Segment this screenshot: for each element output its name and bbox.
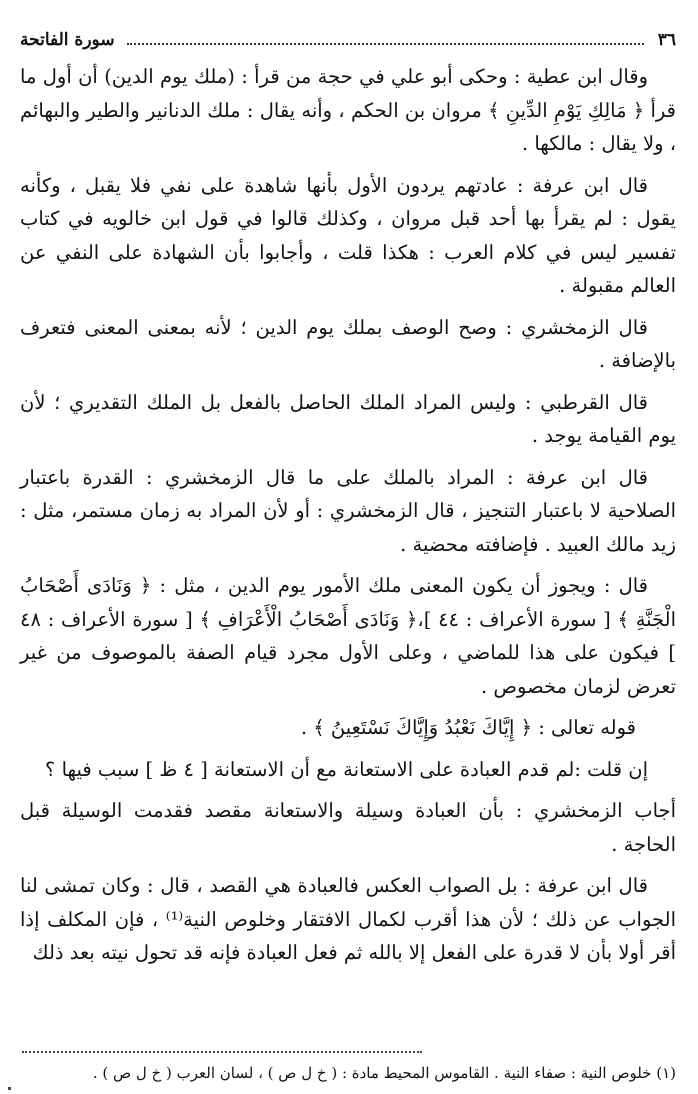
paragraph-qurtubi: قال القرطبي : وليس المراد الملك الحاصل بالفعل بل الملك التقديري ؛ لأن يوم القيامة يوجد . [20, 390, 676, 447]
paragraph-verse: قوله تعالى : ﴿ إِيَّاكَ نَعْبُدُ وَإِيَّاكَ نَسْتَعِينُ ﴾ . [300, 716, 636, 739]
footnote: (١) خلوص النية : صفاء النية . القاموس المحيط مادة : ( خ ل ص ) ، لسان العرب ( خ ل ص ) . [92, 1064, 676, 1082]
page-number: ٣٦ [657, 29, 676, 50]
paragraph-question: إن قلت :لم قدم العبادة على الاستعانة مع أن الاستعانة [ ٤ ظ ] سبب فيها ؟ [45, 757, 648, 781]
header-dotted-rule [127, 43, 644, 45]
scan-mark [8, 1087, 11, 1090]
running-header [20, 24, 676, 56]
paragraph-ibn-arafa-3: قال ابن عرفة : بل الصواب العكس فالعبادة هي القصد ، قال : وكان تمشى لنا الجواب عن ذلك ؛ لأن هذا أقرب لكمال الافتقار وخلوص النية⁽¹⁾ ، فإن المكلف إذا أقر أولا بأن لا قدرة على الفعل إلا بالله ثم فعل العبادة فإنه قد تحول نيته بعد ذلك [20, 874, 676, 964]
paragraph-ibn-atiyya: وقال ابن عطية : وحكى أبو علي في حجة من قرأ : (ملك يوم الدين) أن أول ما قرأ ﴿ مَالِكِ يَوْمِ الدِّينِ ﴾ مروان بن الحكم ، وأنه يقال : ملك الدنانير والطير والبهائم ، ولا يقال : مالكها . [20, 65, 676, 155]
paragraph-ibn-arafa-2: قال ابن عرفة : المراد بالملك على ما قال الزمخشري : القدرة باعتبار الصلاحية لا باعتبار التنجيز ، قال الزمخشري : أو لأن المراد به زمان مستمر، مثل : زيد مالك العبيد . فإضافته محضية . [20, 465, 676, 556]
footnote-separator [22, 1051, 422, 1053]
paragraph-ibn-arafa-1: قال ابن عرفة : عادتهم يردون الأول بأنها شاهدة على نفي فلا يقبل ، وكأنه يقول : لم يقرأ بها أحد قبل مروان ، وكذلك قالوا في قول ابن خالويه في كتاب تفسير ليس في كلام العرب : هكذا قلت ، وأجابوا بأن الشهادة على النفي عن العالم مقبولة . [20, 173, 676, 297]
paragraph-zamakhshari-1: قال الزمخشري : وصح الوصف بملك يوم الدين ؛ لأنه بمعنى المعنى فتعرف بالإضافة . [20, 315, 676, 372]
paragraph-qal-yajuz: قال : ويجوز أن يكون المعنى ملك الأمور يوم الدين ، مثل : ﴿ وَنَادَى أَصْحَابُ الْجَنَّةِ ﴾ [ سورة الأعراف : ٤٤ ]،﴿ وَنَادَى أَصْحَابُ الْأَعْرَافِ ﴾ [ سورة الأعراف : ٤٨ ] فيكون على هذا للماضي ، وعلى الأول مجرد قيام الصفة بالموصوف من غير تعرض لزمان مخصوص . [20, 574, 676, 698]
paragraph-zamakhshari-answer: أجاب الزمخشري : بأن العبادة وسيلة والاستعانة مقصد فقدمت الوسيلة قبل الحاجة . [20, 799, 676, 856]
surah-title: سورة الفاتحة [20, 29, 115, 50]
main-text [20, 60, 676, 970]
